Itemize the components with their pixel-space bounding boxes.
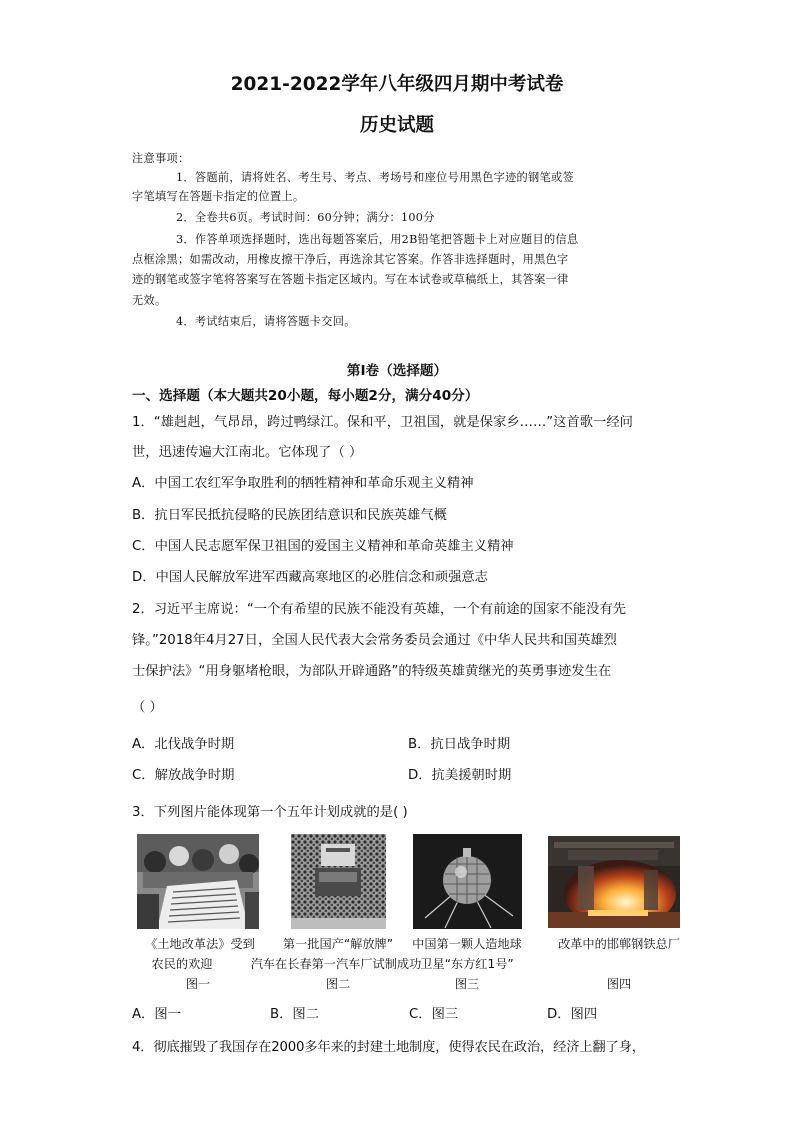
q4-stem-line-1: 4．彻底摧毁了我国存在2000多年来的封建土地制度，使得农民在政治，经济上翻了身， <box>132 1040 645 1055</box>
exam-subtitle: 历史试题 <box>359 115 434 136</box>
figure-3-caption-line-2: 卫星“东方红1号” <box>420 957 514 971</box>
figure-3-caption-line-1: 中国第一颗人造地球 <box>412 937 522 951</box>
figure-2-caption-line-2: 汽车在长春第一汽车厂试制成功 <box>250 957 422 971</box>
figure-1-caption-line-1: 《土地改革法》受到 <box>145 937 255 951</box>
figure-3-label: 图三 <box>454 977 480 991</box>
q2-stem-line-1: 2．习近平主席说：“一个有希望的民族不能没有英雄，一个有前途的国家不能没有先 <box>132 602 627 617</box>
figure-2-caption-line-1: 第一批国产“解放牌” <box>282 937 394 951</box>
figure-4-caption-line-1: 改革中的邯郸钢铁总厂 <box>558 937 680 951</box>
notice-item-3-line-1: 3．作答单项选择题时，选出每题答案后，用2B铅笔把答题卡上对应题目的信息 <box>176 233 579 246</box>
notice-item-1-line-2: 字笔填写在答题卡指定的位置上。 <box>132 190 305 203</box>
notice-item-1-line-1: 1．答题前，请将姓名、考生号、考点、考场号和座位号用黑色字迹的钢笔或签 <box>176 171 574 184</box>
q2-option-b: B．抗日战争时期 <box>408 737 511 752</box>
q1-stem-line-1: 1．“雄赳赳，气昂昂，跨过鸭绿江。保和平，卫祖国，就是保家乡……”这首歌一经问 <box>132 415 633 430</box>
notice-item-3-line-3: 迹的钢笔或签字笔将答案写在答题卡指定区域内。写在本试卷或草稿纸上，其答案一律 <box>132 273 569 286</box>
figure-1-label: 图一 <box>185 977 211 991</box>
notice-item-3-line-2: 点框涂黑；如需改动，用橡皮擦干净后，再选涂其它答案。作答非选择题时，用黑色字 <box>132 253 569 266</box>
figure-2-photo <box>291 834 386 929</box>
q1-option-b: B．抗日军民抵抗侵略的民族团结意识和民族英雄气概 <box>132 508 447 523</box>
notice-item-3-line-4: 无效。 <box>132 294 167 307</box>
figure-4-label: 图四 <box>606 977 632 991</box>
section-heading: 一、选择题（本大题共20小题，每小题2分，满分40分） <box>132 388 479 404</box>
figure-1-caption-line-2: 农民的欢迎 <box>151 957 213 971</box>
notice-item-2: 2．全卷共6页。考试时间：60分钟；满分：100分 <box>176 211 435 224</box>
q3-option-c: C．图三 <box>409 1007 459 1022</box>
q2-option-a: A．北伐战争时期 <box>132 737 235 752</box>
notice-heading: 注意事项： <box>132 152 190 165</box>
q2-stem-line-2: 锋。”2018年4月27日，全国人民代表大会常务委员会通过《中华人民共和国英雄烈 <box>132 633 617 648</box>
q2-option-d: D．抗美援朝时期 <box>408 768 512 783</box>
figure-4-photo <box>548 836 680 928</box>
figure-1-photo <box>137 834 259 929</box>
part-title: 第I卷（选择题） <box>346 363 448 379</box>
q1-option-c: C．中国人民志愿军保卫祖国的爱国主义精神和革命英雄主义精神 <box>132 539 514 554</box>
q3-option-b: B．图二 <box>270 1007 320 1022</box>
q3-option-d: D．图四 <box>547 1007 598 1022</box>
q2-stem-line-4: （ ） <box>132 700 163 715</box>
figure-2-label: 图二 <box>325 977 351 991</box>
q3-option-a: A．图一 <box>132 1007 181 1022</box>
figure-3-photo <box>413 834 522 929</box>
q1-option-a: A．中国工农红军争取胜利的牺牲精神和革命乐观主义精神 <box>132 476 474 491</box>
q2-option-c: C．解放战争时期 <box>132 768 235 783</box>
q2-stem-line-3: 士保护法》“用身躯堵枪眼，为部队开辟通路”的特级英雄黄继光的英勇事迹发生在 <box>132 664 612 679</box>
q3-stem: 3．下列图片能体现第一个五年计划成就的是( ) <box>132 805 408 820</box>
notice-item-4: 4．考试结束后，请将答题卡交回。 <box>176 315 356 328</box>
q1-option-d: D．中国人民解放军进军西藏高寒地区的必胜信念和顽强意志 <box>132 570 488 585</box>
exam-title: 2021-2022学年八年级四月期中考试卷 <box>230 74 564 95</box>
q1-stem-line-2: 世，迅速传遍大江南北。它体现了（ ） <box>132 445 363 460</box>
